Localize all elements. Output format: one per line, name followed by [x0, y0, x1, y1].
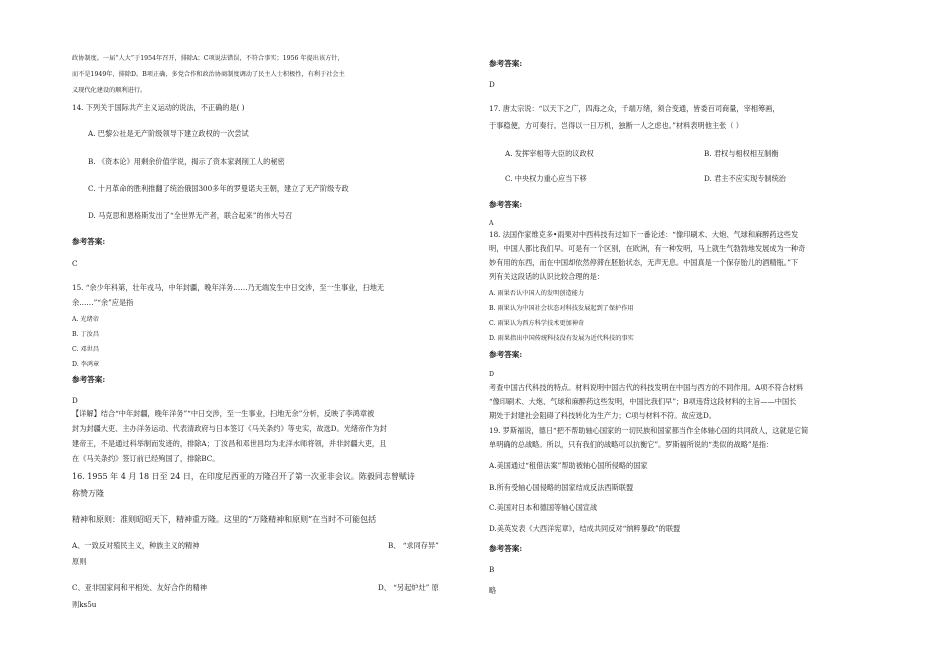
q14-answer: C [72, 259, 78, 268]
q17-option-a: A. 发挥宰相等大臣的议政权 [505, 149, 594, 158]
q17-option-d: D. 君主不应实现专制统治 [704, 174, 786, 183]
q15-answer: D [72, 396, 78, 405]
q17-option-c: C. 中央权力重心应当下移 [505, 174, 587, 183]
q18-explanation: 期处于封建社会阻碍了科技转化为生产力；C项与材料不符。故应选D。 [489, 411, 716, 420]
q18-option-b: B. 雨果认为中国社会状态对科技发展起到了保护作用 [489, 305, 634, 312]
q18-stem: 18. 法国作家维克多•雨果对中西科技有过如下一番论述：“像印刷术、大炮、气球和麻醉药这些发 [489, 230, 799, 239]
intro-line: 义现代化建设的顺利进行。 [72, 87, 147, 94]
q15-option-a: A. 光绪帝 [72, 316, 99, 323]
q19-option-c: C.美国对日本和德国等轴心国宣战 [489, 503, 598, 512]
q16-option-d: D、 “另起炉灶” 原 [378, 583, 439, 592]
q19-option-d: D.美英发表《大西洋宪章》，结成共同反对“纳粹暴政”的联盟 [489, 524, 681, 533]
q15-option-d: D. 李鸿章 [72, 361, 100, 368]
q16-option-b-tail: 原则 [72, 557, 87, 566]
q19-answer: B [489, 565, 495, 574]
q15-stem: 15. “余少年科第，壮年戎马，中年封疆，晚年洋务……乃无端发生中日交涉，至一生事业，扫地无 [72, 283, 385, 292]
q14-option-b: B. 《资本论》用剩余价值学说，揭示了资本家剥削工人的秘密 [88, 157, 285, 166]
q17-stem: 于事稳便，方可奏行。岂得以一日万机，独断一人之虑也。”材料表明他主张（ ） [489, 121, 743, 130]
q16-stem: 称赞万隆 [72, 489, 104, 498]
q14-option-d: D. 马克思和恩格斯发出了“全世界无产者，联合起来”的伟大号召 [88, 211, 293, 220]
q14-option-c: C. 十月革命的胜利推翻了统治俄国300多年的罗曼诺夫王朝，建立了无产阶级专政 [88, 184, 349, 193]
q18-answer-label: 参考答案: [489, 350, 523, 359]
q19-note: 略 [489, 586, 497, 595]
q18-stem: 列有关这段话的认识比较合理的是： [489, 272, 605, 281]
intro-line: 政协制度。一届“人大”于1954年召开，排除A；C项说法错误，不符合事实；1956 年提出该方针， [72, 55, 344, 62]
q16-stem: 精神和原则：准则昭昭天下，精神重万隆。这里的“万隆精神和原则”在当时不可能包括 [72, 515, 377, 524]
q16-answer-label: 参考答案: [489, 59, 523, 68]
q15-option-c: C. 邓世昌 [72, 346, 100, 353]
q15-stem: 余……”“余”应是指 [72, 298, 134, 307]
q18-stem: 明，中国人都比我们早。可是有一个区别，在欧洲，有一种发明，马上就生气勃勃地发展成为一种奇 [489, 244, 806, 253]
q19-stem: 单明确的总战略。所以，只有我们的战略可以抗衡它”。罗斯福所说的“类似的战略”是指： [489, 440, 774, 449]
q14-answer-label: 参考答案: [72, 237, 106, 246]
q17-answer-label: 参考答案: [489, 200, 523, 209]
q18-option-a: A. 雨果否认中国人的发明创造能力 [489, 290, 585, 297]
q15-explanation: 【详解】结合“中年封疆，晚年洋务”“中日交涉，至一生事业，扫地无余”分析，反映了李鸿章被 [72, 409, 375, 418]
q15-answer-label: 参考答案: [72, 375, 106, 384]
q17-option-b: B. 君权与相权相互制衡 [704, 149, 779, 158]
q18-option-d: D. 雨果指出中国传统科技没有发展为近代科技的事实 [489, 335, 634, 342]
q14-stem: 14. 下列关于国际共产主义运动的说法，不正确的是( ) [72, 103, 245, 112]
q16-option-a: A、一致反对殖民主义，种族主义的精神 [72, 541, 200, 550]
q17-stem: 17. 唐太宗说：“以天下之广，四海之众，千端万绪，须合变通，皆委百司商量，宰相筹画， [489, 104, 780, 113]
q18-answer: D [489, 371, 494, 378]
q16-answer: D [489, 80, 495, 89]
q17-answer: A [489, 220, 494, 227]
q18-explanation: 考查中国古代科技的特点。材料说明中国古代的科技发明在中国与西方的不同作用。A项不符合材料 [489, 383, 804, 392]
q15-explanation: 封为封疆大吏、主办洋务运动、代表清政府与日本签订《马关条约》等史实，故选D。光绪帝作为封 [72, 424, 387, 433]
q15-explanation: 建帝王，不是通过科举制而发迹的，排除A；丁汝昌和邓世昌均为北洋水师将领，并非封疆大吏，且 [72, 439, 387, 448]
q16-stem: 16. 1955 年 4 月 18 日至 24 日，在印度尼西亚的万隆召开了第一次亚非会议。陈毅同志曾赋诗 [72, 472, 415, 481]
q16-option-b: B、 “求同存异” [388, 541, 439, 550]
q19-answer-label: 参考答案: [489, 544, 523, 553]
q14-option-a: A. 巴黎公社是无产阶级领导下建立政权的一次尝试 [88, 129, 249, 138]
q18-explanation: “像印刷术、大炮、气球和麻醉药这些发明，中国比我们早”；B项违背这段材料的主旨——中国长 [489, 397, 797, 406]
q19-stem: 19. 罗斯福说，德日“把不帮助轴心国家的一切民族和国家都当作全体轴心国的共同敌人，这就是它简 [489, 426, 809, 435]
q18-option-c: C. 雨果认为西方科学技术更加神奇 [489, 320, 585, 327]
q18-stem: 妙有用的东西，而在中国却依然停滞在胚胎状态，无声无息。中国真是一个保存胎儿的酒精瓶。”下 [489, 258, 799, 267]
q16-option-d-tail: 则ks5u [72, 600, 97, 609]
q15-explanation: 在《马关条约》签订前已经殉国了，排除BC。 [72, 454, 220, 463]
intro-line: 而不是1949年，排除D。B项正确，多党合作和政治协商制度调动了民主人士积极性，有利于社会主 [72, 71, 345, 78]
q16-option-c: C、亚非国家间和平相处、友好合作的精神 [72, 583, 207, 592]
q19-option-b: B.所有受轴心国侵略的国家结成反法西斯联盟 [489, 483, 634, 492]
q19-option-a: A.美国通过“租借法案”帮助被轴心国所侵略的国家 [489, 461, 648, 470]
q15-option-b: B. 丁汝昌 [72, 331, 100, 338]
